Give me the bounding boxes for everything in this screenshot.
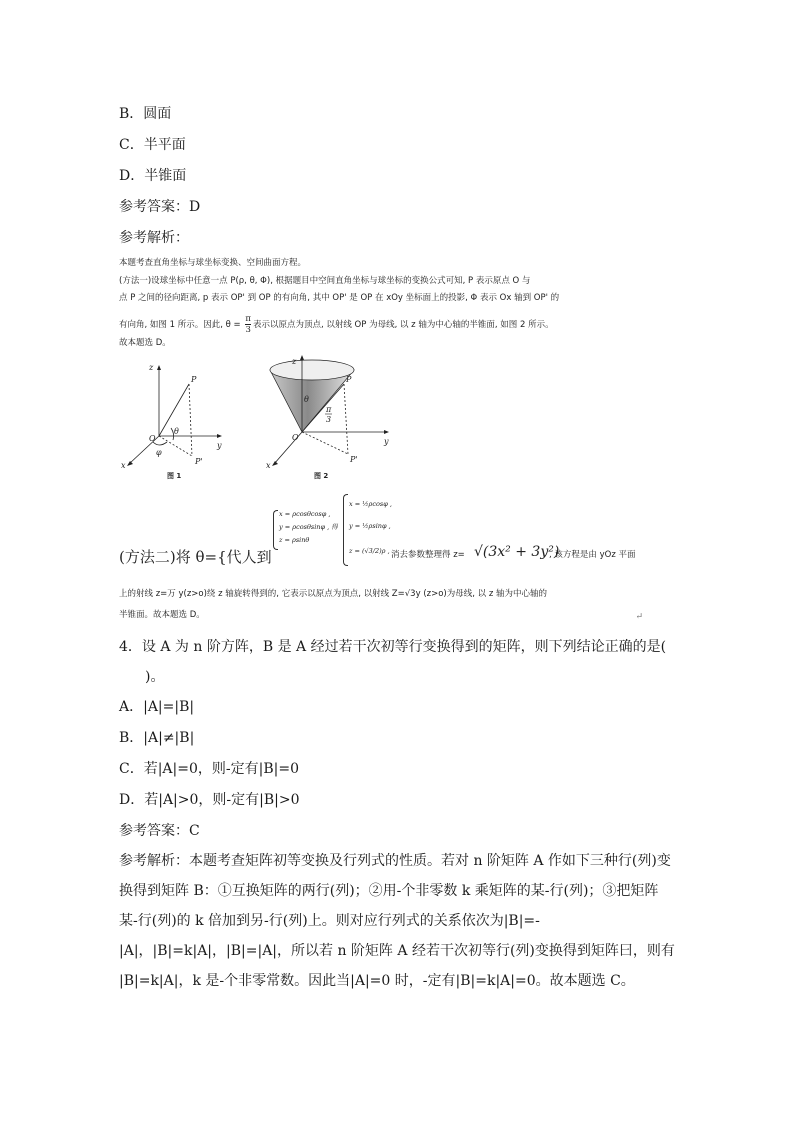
system-2-line-2: y = ½ρsinφ , <box>349 522 391 530</box>
system-1-line-1: x = ρcosθcosφ , <box>279 510 331 518</box>
q4-analysis-line-2: 换得到矩阵 B：①互换矩阵的两行(列)；②用-个非零数 k 乘矩阵的某-行(列)；③把矩阵 <box>119 883 659 899</box>
theta-denominator: 3 <box>245 325 251 335</box>
fig1-label-p: P <box>191 375 197 384</box>
figure-2 <box>264 354 404 481</box>
system-1-line-3: z = ρsinθ <box>279 536 310 544</box>
q4-option-a: A．|A|=|B| <box>119 699 195 715</box>
fig2-label-p: P <box>346 375 352 384</box>
method2-mid: 消去参数整理得 z= <box>391 550 465 560</box>
fig2-label-p-prime: P' <box>350 455 358 464</box>
fig2-projection <box>344 384 348 454</box>
solution-line-1: 本题考查直角坐标与球坐标变换、空间曲面方程。 <box>119 258 307 268</box>
fig1-label-p-prime: P' <box>195 457 203 466</box>
fig1-op-prime <box>159 436 192 456</box>
solution-line-4 <box>119 314 554 335</box>
fig2-label-x: x <box>266 461 271 470</box>
system-2-line-3: z = (√3/2)ρ , <box>349 547 390 555</box>
q4-question <box>119 632 679 692</box>
q3-option-d: D．半锥面 <box>119 168 187 184</box>
fig2-label-z: z <box>292 357 297 366</box>
solution-line-4b: 表示以原点为顶点, 以射线 OP 为母线, 以 z 轴为中心轴的半锥面, 如图 2 所示。 <box>252 320 554 330</box>
q3-solution-image <box>119 256 647 624</box>
q4-analysis-line-1: 参考解析：本题考查矩阵初等变换及行列式的性质。若对 n 阶矩阵 A 作如下三种行(列)变 <box>119 853 671 869</box>
q4-analysis-line-5: |B|=k|A|，k 是-个非零常数。因此当|A|=0 时，-定有|B|=k|A|=0。故本题选 C。 <box>119 973 635 989</box>
fig1-label-phi: φ <box>156 448 162 457</box>
q4-option-c: C．若|A|=0，则-定有|B|=0 <box>119 761 299 777</box>
fig2-label-y: y <box>384 437 389 446</box>
figure-1 <box>119 356 229 481</box>
method2-text: (方法二)将 θ={代人到 <box>119 548 272 566</box>
solution-line-5: 故本题选 D。 <box>119 338 171 348</box>
q3-option-b: B．圆面 <box>119 106 172 122</box>
q4-question-line-2: )。 <box>145 669 165 685</box>
system-2-brace <box>343 494 348 566</box>
solution-line-2: (方法一)设球坐标中任意一点 P(ρ, θ, Φ), 根据题目中空间直角坐标与球坐标的变换公式可知, P 表示原点 O 与 <box>119 276 531 286</box>
theta-fraction <box>245 314 251 335</box>
fig1-caption: 图 1 <box>167 472 182 480</box>
method2-formula: √(3x² + 3y²) <box>474 544 560 560</box>
q4-analysis-line-3: 某-行(列)的 k 倍加到另-行(列)上。则对应行列式的关系依次为|B|=- <box>119 913 540 929</box>
fig1-projection <box>189 384 192 456</box>
fig1-label-o: O <box>149 434 156 443</box>
fig1-label-x: x <box>121 461 126 470</box>
solution-line-7: 上的射线 z=万 y(z>o)绕 z 轴旋转得到的, 它表示以原点为顶点, 以射线 Z=√3y (z>o)为母线, 以 z 轴为中心轴的 <box>119 589 548 599</box>
q4-answer: 参考答案：C <box>119 823 200 839</box>
q4-analysis <box>119 846 679 996</box>
cone-shape <box>270 360 354 432</box>
paragraph-return-mark: ↵ <box>635 612 643 622</box>
q4-option-b: B．|A|≠|B| <box>119 730 195 746</box>
theta-numerator: π <box>245 314 251 324</box>
q4-question-line-1: 4．设 A 为 n 阶方阵，B 是 A 经过若干次初等行变换得到的矩阵，则下列结论正确的是( <box>119 639 667 655</box>
system-1-brace <box>273 510 278 550</box>
fig2-caption: 图 2 <box>314 472 329 480</box>
solution-line-3: 点 P 之间的径向距离, p 表示 OP' 到 OP 的有向角, 其中 OP' 是 OP 在 xOy 坐标面上的投影, Φ 表示 Ox 轴到 OP' 的 <box>119 293 560 303</box>
solution-line-4a: 有向角, 如图 1 所示。因此, θ = <box>119 320 244 330</box>
fig2-op-prime <box>302 432 348 454</box>
q4-option-d: D．若|A|>0，则-定有|B|>0 <box>119 792 300 808</box>
fig2-label-theta: θ <box>304 395 309 404</box>
q3-analysis-label: 参考解析： <box>119 230 189 246</box>
fig1-label-theta: θ <box>174 427 179 436</box>
system-2-line-1: x = ½ρcosφ , <box>349 500 392 508</box>
system-1-line-2: y = ρcosθsinφ , 得 <box>279 523 338 531</box>
method2-tail: , 该方程是由 yOz 平面 <box>549 550 636 560</box>
fig2-pi-den: 3 <box>326 415 332 424</box>
q3-answer: 参考答案：D <box>119 199 201 215</box>
fig1-label-z: z <box>149 363 154 372</box>
q3-option-c: C．半平面 <box>119 137 186 153</box>
fig1-label-y: y <box>217 441 222 450</box>
q4-analysis-line-4: |A|，|B|=k|A|，|B|=|A|，所以若 n 阶矩阵 A 经若干次初等行(列)变换得到矩阵曰，则有 <box>119 943 675 959</box>
solution-line-8: 半锥面。故本题选 D。 <box>119 610 205 620</box>
fig2-label-o: O <box>292 433 299 442</box>
fig2-pi-num: π <box>326 405 332 414</box>
